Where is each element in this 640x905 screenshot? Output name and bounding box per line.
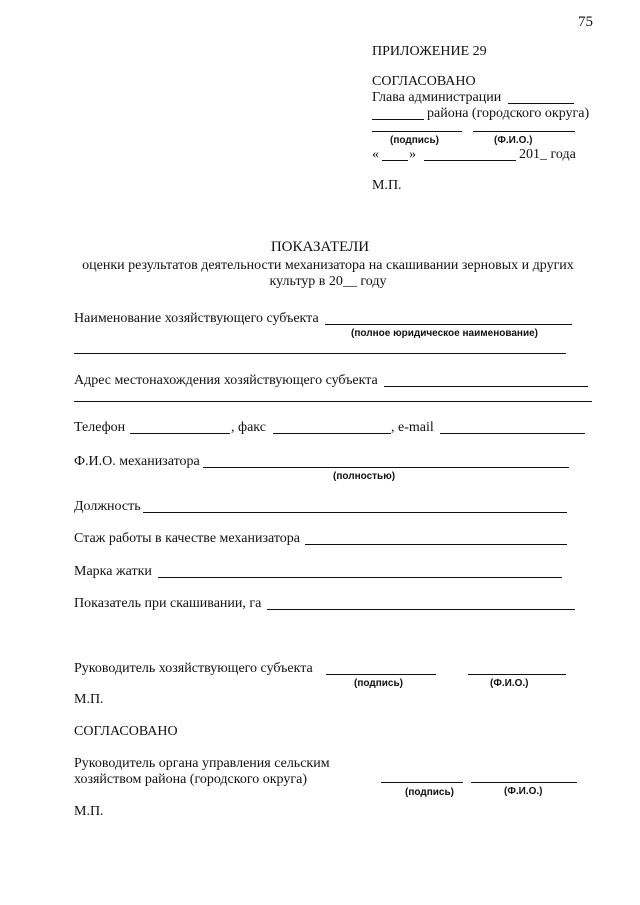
phone-field[interactable] (130, 433, 230, 434)
mowing-field[interactable] (267, 609, 575, 610)
agri-head-label-line2: хозяйством района (городского округа) (74, 772, 307, 787)
agri-head-fio-caption: (Ф.И.О.) (504, 786, 543, 797)
head-entity-fio-field[interactable] (468, 674, 566, 675)
stamp-label-entity: М.П. (74, 692, 104, 707)
fax-field[interactable] (273, 433, 391, 434)
mechanic-fio-caption: (полностью) (333, 471, 396, 482)
agri-head-fio-field[interactable] (471, 782, 577, 783)
head-admin-label: Глава администрации (372, 90, 502, 105)
agri-head-signature-field[interactable] (381, 782, 463, 783)
head-entity-label: Руководитель хозяйствующего субъекта (74, 661, 313, 676)
approval-fio-caption: (Ф.И.О.) (494, 135, 533, 146)
address-field[interactable] (384, 386, 588, 387)
district-field[interactable] (372, 119, 424, 120)
approval-signature-field[interactable] (372, 131, 462, 132)
entity-name-label: Наименование хозяйствующего субъекта (74, 311, 319, 326)
email-label: , e-mail (391, 420, 434, 435)
agreed-label-footer: СОГЛАСОВАНО (74, 724, 178, 739)
experience-field[interactable] (305, 544, 567, 545)
mechanic-fio-label: Ф.И.О. механизатора (74, 454, 200, 469)
date-month-field[interactable] (424, 160, 516, 161)
header-brand-label: Марка жатки (74, 564, 152, 579)
mowing-label: Показатель при скашивании, га (74, 596, 262, 611)
fax-label: , факс (231, 420, 266, 435)
stamp-label-top: М.П. (372, 178, 402, 193)
position-label: Должность (74, 499, 141, 514)
date-day-field[interactable] (382, 160, 408, 161)
address-field-2[interactable] (74, 401, 592, 402)
mechanic-fio-field[interactable] (203, 467, 569, 468)
entity-name-caption: (полное юридическое наименование) (351, 328, 538, 339)
date-close-quote: » (409, 147, 416, 162)
header-brand-field[interactable] (158, 577, 562, 578)
district-label: района (городского округа) (427, 106, 590, 121)
email-field[interactable] (440, 433, 585, 434)
head-entity-signature-field[interactable] (326, 674, 436, 675)
head-admin-field[interactable] (508, 103, 574, 104)
head-entity-fio-caption: (Ф.И.О.) (490, 678, 529, 689)
entity-name-field[interactable] (325, 324, 572, 325)
address-label: Адрес местонахождения хозяйствующего субъекта (74, 373, 378, 388)
agri-head-signature-caption: (подпись) (405, 787, 454, 798)
entity-name-field-2[interactable] (74, 353, 566, 354)
date-open-quote: « (372, 147, 379, 162)
page-number: 75 (578, 14, 593, 30)
agri-head-label-line1: Руководитель органа управления сельским (74, 756, 330, 771)
head-entity-signature-caption: (подпись) (354, 678, 403, 689)
approval-fio-field[interactable] (473, 131, 575, 132)
approval-signature-caption: (подпись) (390, 135, 439, 146)
date-year-label: 201_ года (519, 147, 576, 162)
position-field[interactable] (143, 512, 567, 513)
document-subtitle-line2: культур в 20__ году (269, 274, 387, 289)
phone-label: Телефон (74, 420, 126, 435)
appendix-label: ПРИЛОЖЕНИЕ 29 (372, 44, 487, 59)
experience-label: Стаж работы в качестве механизатора (74, 531, 300, 546)
stamp-label-agri: М.П. (74, 804, 104, 819)
agreed-label: СОГЛАСОВАНО (372, 74, 476, 89)
document-title: ПОКАЗАТЕЛИ (270, 239, 370, 255)
document-subtitle-line1: оценки результатов деятельности механизатора на скашивании зерновых и других (82, 258, 574, 273)
